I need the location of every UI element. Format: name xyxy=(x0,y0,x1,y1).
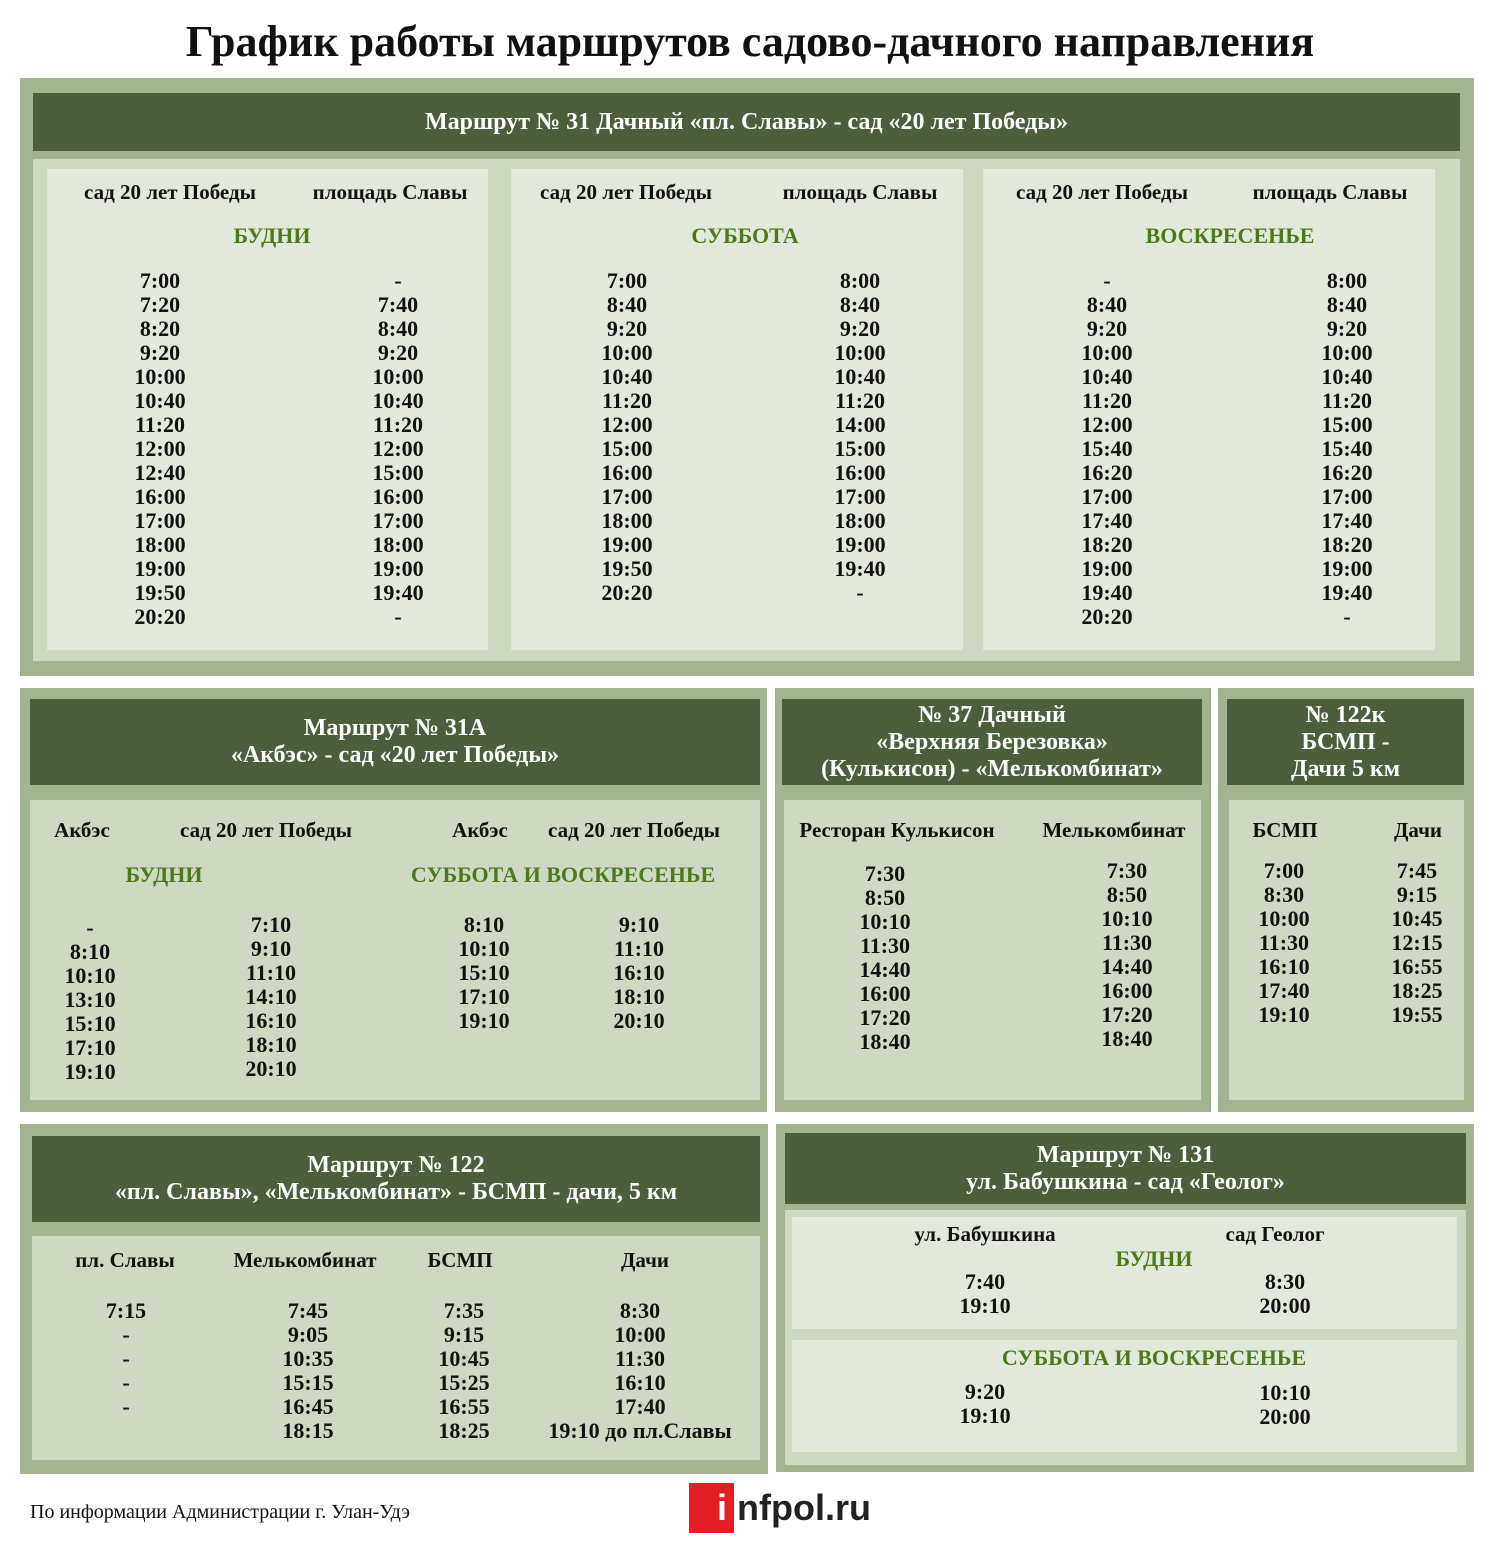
route-31a-header: Маршрут № 31А «Акбэс» - сад «20 лет Победы» xyxy=(30,699,760,785)
logo-icon xyxy=(689,1483,734,1533)
route-37-stop-b: Мелькомбинат xyxy=(1042,818,1186,842)
route-31-weekday-stop-a: сад 20 лет Победы xyxy=(84,180,256,204)
route-131-weekday-col-b: 8:30 20:00 xyxy=(1259,1269,1311,1318)
route-37-stop-a: Ресторан Кулькисон xyxy=(799,818,995,842)
route-131-stop-b: сад Геолог xyxy=(1225,1222,1325,1246)
logo-letter: i xyxy=(717,1487,728,1528)
route-131-weekend-col-a: 9:20 19:10 xyxy=(959,1379,1011,1428)
route-122-header: Маршрут № 122 «пл. Славы», «Мелькомбинат» - БСМП - дачи, 5 км xyxy=(32,1136,760,1222)
route-122-col-1: 7:15 - - - - xyxy=(105,1298,147,1419)
source-note: По информации Администрации г. Улан-Удэ xyxy=(30,1501,410,1523)
route-122-col-2: 7:45 9:05 10:35 15:15 16:45 18:15 xyxy=(282,1298,334,1443)
route-31a-weekday-label: БУДНИ xyxy=(125,862,203,887)
route-122-stop-1: пл. Славы xyxy=(75,1248,175,1272)
route-31a-weekend-label: СУББОТА И ВОСКРЕСЕНЬЕ xyxy=(410,862,716,887)
route-122k-header: № 122к БСМП - Дачи 5 км xyxy=(1227,699,1464,785)
route-31a-weekday-col-b: 7:10 9:10 11:10 14:10 16:10 18:10 20:10 xyxy=(245,912,297,1081)
route-31-saturday-stop-a: сад 20 лет Победы xyxy=(540,180,712,204)
route-37-col-a: 7:30 8:50 10:10 11:30 14:40 16:00 17:20 18:40 xyxy=(859,861,911,1054)
route-31a-weekend-stop-a: Акбэс xyxy=(452,818,508,842)
route-131-stop-a: ул. Бабушкина xyxy=(914,1222,1056,1246)
route-31-header: Маршрут № 31 Дачный «пл. Славы» - сад «20 лет Победы» xyxy=(33,93,1460,151)
route-37-header: № 37 Дачный «Верхняя Березовка» (Кулькисон) - «Мелькомбинат» xyxy=(782,699,1202,785)
route-31a-weekday-stop-a: Акбэс xyxy=(54,818,110,842)
route-31-saturday-stop-b: площадь Славы xyxy=(782,180,938,204)
route-131-weekend-col-b: 10:10 20:00 xyxy=(1259,1380,1311,1429)
route-131-header: Маршрут № 131 ул. Бабушкина - сад «Геолог» xyxy=(785,1133,1466,1204)
route-31-sunday-label: ВОСКРЕСЕНЬЕ xyxy=(1145,223,1315,248)
route-31-saturday-col-b: 8:00 8:40 9:20 10:00 10:40 11:20 14:00 15:00 16:00 17:00 18:00 19:00 19:40 - xyxy=(834,268,886,605)
route-31-saturday-col-a: 7:00 8:40 9:20 10:00 10:40 11:20 12:00 15:00 16:00 17:00 18:00 19:00 19:50 20:20 xyxy=(601,268,653,605)
route-122-col-4: 8:30 10:00 11:30 16:10 17:40 19:10 до пл.Славы xyxy=(548,1298,732,1443)
route-122k-stop-a: БСМП xyxy=(1252,818,1318,842)
route-31-weekday-label: БУДНИ xyxy=(233,223,311,248)
route-31-sunday-stop-a: сад 20 лет Победы xyxy=(1016,180,1188,204)
route-122-stop-3: БСМП xyxy=(427,1248,493,1272)
route-31a-weekday-col-a: - 8:10 10:10 13:10 15:10 17:10 19:10 xyxy=(64,915,116,1084)
route-31-weekday-stop-b: площадь Славы xyxy=(312,180,468,204)
logo-text: nfpol.ru xyxy=(737,1487,871,1528)
route-31-weekday-col-a: 7:00 7:20 8:20 9:20 10:00 10:40 11:20 12:00 12:40 16:00 17:00 18:00 19:00 19:50 20:20 xyxy=(134,268,186,629)
route-37-col-b: 7:30 8:50 10:10 11:30 14:40 16:00 17:20 18:40 xyxy=(1101,858,1153,1051)
route-122-stop-4: Дачи xyxy=(620,1248,670,1272)
route-31a-weekday-stop-b: сад 20 лет Победы xyxy=(180,818,352,842)
route-31a-weekend-col-a: 8:10 10:10 15:10 17:10 19:10 xyxy=(458,912,510,1033)
route-31-saturday-label: СУББОТА xyxy=(691,223,799,248)
route-31-sunday-col-b: 8:00 8:40 9:20 10:00 10:40 11:20 15:00 15:40 16:20 17:00 17:40 18:20 19:00 19:40 - xyxy=(1321,268,1373,629)
route-31a-weekend-stop-b: сад 20 лет Победы xyxy=(548,818,720,842)
route-122k-stop-b: Дачи xyxy=(1393,818,1443,842)
route-31-weekday-col-b: - 7:40 8:40 9:20 10:00 10:40 11:20 12:00 15:00 16:00 17:00 18:00 19:00 19:40 - xyxy=(372,268,424,629)
route-122k-col-b: 7:45 9:15 10:45 12:15 16:55 18:25 19:55 xyxy=(1391,858,1443,1027)
route-31-sunday-col-a: - 8:40 9:20 10:00 10:40 11:20 12:00 15:40 16:20 17:00 17:40 18:20 19:00 19:40 20:20 xyxy=(1081,268,1133,629)
route-131-weekday-label: БУДНИ xyxy=(1115,1246,1193,1271)
route-122k-col-a: 7:00 8:30 10:00 11:30 16:10 17:40 19:10 xyxy=(1258,858,1310,1027)
route-122-col-3: 7:35 9:15 10:45 15:25 16:55 18:25 xyxy=(438,1298,490,1443)
route-31a-weekend-col-b: 9:10 11:10 16:10 18:10 20:10 xyxy=(613,912,665,1033)
page-title: График работы маршрутов садово-дачного направления xyxy=(185,17,1315,66)
route-31-sunday-stop-b: площадь Славы xyxy=(1252,180,1408,204)
route-131-weekday-col-a: 7:40 19:10 xyxy=(959,1269,1011,1318)
route-122-stop-2: Мелькомбинат xyxy=(233,1248,377,1272)
route-131-weekend-label: СУББОТА И ВОСКРЕСЕНЬЕ xyxy=(1001,1345,1307,1370)
